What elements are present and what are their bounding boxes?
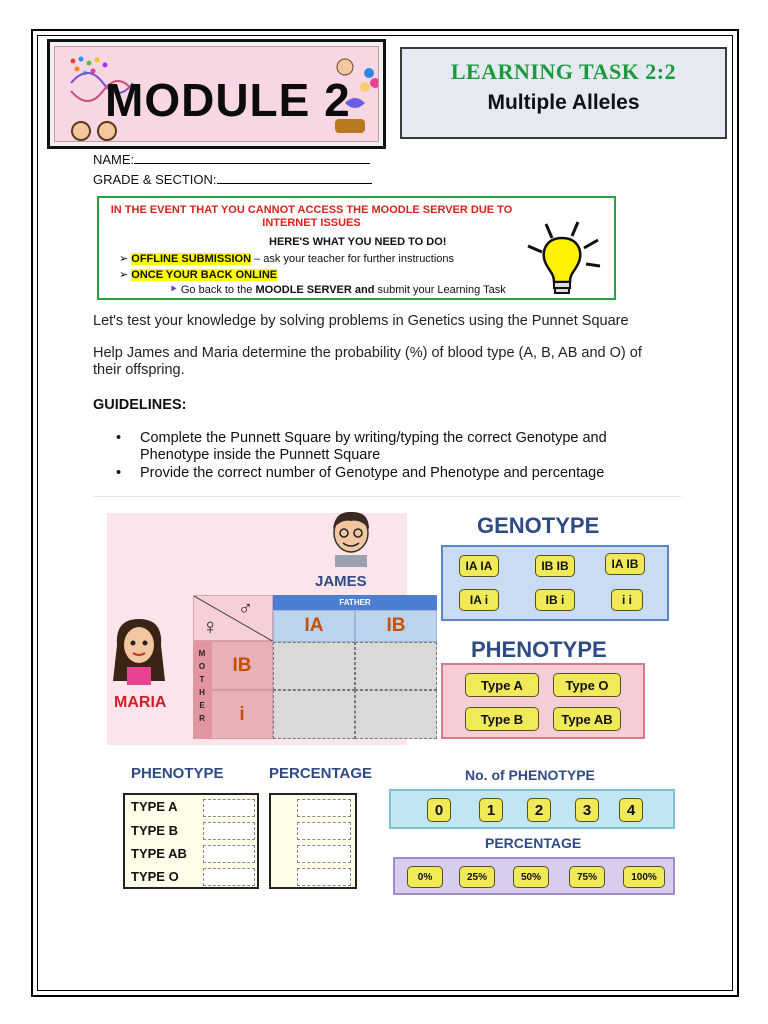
help-text: Help James and Maria determine the probability (%) of blood type (A, B, AB and O) of their offspring. xyxy=(93,345,642,378)
percentage-answer-field[interactable] xyxy=(297,799,351,817)
genotype-chip[interactable]: i i xyxy=(611,589,643,611)
genotype-chip[interactable]: IA i xyxy=(459,589,499,611)
genotype-chip[interactable]: IA IA xyxy=(459,555,499,577)
number-chip[interactable]: 4 xyxy=(619,798,643,822)
father-label: FATHER xyxy=(273,595,437,610)
notice-offline: ➢ OFFLINE SUBMISSION – ask your teacher for further instructions xyxy=(119,253,455,265)
percentage-options-panel xyxy=(393,857,675,895)
type-answer-field[interactable] xyxy=(203,868,255,886)
type-label: TYPE A xyxy=(131,799,178,814)
punnett-cell[interactable] xyxy=(273,690,355,739)
guidelines-heading: GUIDELINES: xyxy=(93,397,187,413)
maria-avatar xyxy=(109,615,169,685)
father-name: JAMES xyxy=(315,573,367,590)
punnett-cell[interactable] xyxy=(273,642,355,690)
type-answer-field[interactable] xyxy=(203,799,255,817)
percentage-table-header: PERCENTAGE xyxy=(269,765,373,782)
child-avatar-icon xyxy=(71,121,91,141)
phenotype-chip[interactable]: Type AB xyxy=(553,707,621,731)
notice-go-back: ⯈ Go back to the MOODLE SERVER and submit your Learning Task xyxy=(169,284,506,296)
task-subtitle: Multiple Alleles xyxy=(487,91,640,114)
type-label: TYPE AB xyxy=(131,846,187,861)
number-chip[interactable]: 3 xyxy=(575,798,599,822)
intro-text: Let's test your knowledge by solving problems in Genetics using the Punnet Square xyxy=(93,313,629,329)
genotype-chip[interactable]: IA IB xyxy=(605,553,645,575)
pointer-arrow-icon: ⯈ xyxy=(169,284,181,296)
genotype-title: GENOTYPE xyxy=(477,513,600,538)
phenotype-type-table xyxy=(123,793,259,889)
grade-label: GRADE & SECTION: xyxy=(93,172,217,187)
notice-heading: HERE'S WHAT YOU NEED TO DO! xyxy=(269,236,447,248)
mother-name: MARIA xyxy=(114,694,167,711)
genotype-chip[interactable]: IB i xyxy=(535,589,575,611)
list-item: • Provide the correct number of Genotype and Phenotype and percentage xyxy=(116,465,676,482)
symbol-cell xyxy=(193,595,273,641)
phenotype-chip[interactable]: Type B xyxy=(465,707,539,731)
percentage-answer-field[interactable] xyxy=(297,822,351,840)
percentage-chip[interactable]: 75% xyxy=(569,866,605,888)
father-allele-2: IB xyxy=(355,610,437,642)
phenotype-table-header: PHENOTYPE xyxy=(131,765,224,782)
module-title: MODULE 2 xyxy=(105,74,351,126)
notice-online: ➢ ONCE YOUR BACK ONLINE xyxy=(119,269,278,281)
phenotype-panel xyxy=(441,663,645,739)
female-symbol: ♀ xyxy=(202,614,219,639)
arrow-icon: ➢ xyxy=(119,253,132,265)
number-chip[interactable]: 1 xyxy=(479,798,503,822)
arrow-icon: ➢ xyxy=(119,269,132,281)
type-label: TYPE B xyxy=(131,823,178,838)
genotype-panel xyxy=(441,545,669,621)
punnett-activity xyxy=(93,496,681,906)
number-phenotype-title: No. of PHENOTYPE xyxy=(465,767,595,783)
percentage-chip[interactable]: 100% xyxy=(623,866,665,888)
module-banner xyxy=(47,39,386,149)
mother-allele-2: i xyxy=(211,690,273,739)
type-label: TYPE O xyxy=(131,869,179,884)
lightbulb-icon xyxy=(516,216,606,300)
notice-warning: IN THE EVENT THAT YOU CANNOT ACCESS THE MOODLE SERVER DUE TO INTERNET ISSUES xyxy=(110,204,513,229)
phenotype-chip[interactable]: Type A xyxy=(465,673,539,697)
phenotype-chip[interactable]: Type O xyxy=(553,673,621,697)
percentage-table xyxy=(269,793,357,889)
number-chip[interactable]: 0 xyxy=(427,798,451,822)
percentage-answer-field[interactable] xyxy=(297,845,351,863)
list-item: • Complete the Punnett Square by writing/typing the correct Genotype and Phenotype inside the Punnett Square xyxy=(116,430,676,464)
percentage-options-title: PERCENTAGE xyxy=(485,835,582,851)
percentage-answer-field[interactable] xyxy=(297,868,351,886)
father-allele-1: IA xyxy=(273,610,355,642)
percentage-chip[interactable]: 25% xyxy=(459,866,495,888)
mother-label: M O T H E R xyxy=(193,641,211,739)
grade-field[interactable] xyxy=(93,172,372,187)
phenotype-title: PHENOTYPE xyxy=(471,637,607,662)
male-symbol: ♂ xyxy=(238,598,253,620)
name-field[interactable] xyxy=(93,152,370,167)
grade-line[interactable] xyxy=(217,172,372,184)
mother-allele-1: IB xyxy=(211,641,273,690)
punnett-cell[interactable] xyxy=(355,690,437,739)
type-answer-field[interactable] xyxy=(203,822,255,840)
genotype-chip[interactable]: IB IB xyxy=(535,555,575,577)
notice-box xyxy=(97,196,616,300)
percentage-chip[interactable]: 0% xyxy=(407,866,443,888)
number-chip[interactable]: 2 xyxy=(527,798,551,822)
name-label: NAME: xyxy=(93,152,135,167)
number-panel xyxy=(389,789,675,829)
percentage-chip[interactable]: 50% xyxy=(513,866,549,888)
learning-task-box xyxy=(400,47,727,139)
task-title: LEARNING TASK 2:2 xyxy=(450,59,677,84)
james-avatar xyxy=(321,507,381,567)
guidelines-list xyxy=(116,430,676,483)
name-line[interactable] xyxy=(134,152,370,164)
punnett-cell[interactable] xyxy=(355,642,437,690)
type-answer-field[interactable] xyxy=(203,845,255,863)
